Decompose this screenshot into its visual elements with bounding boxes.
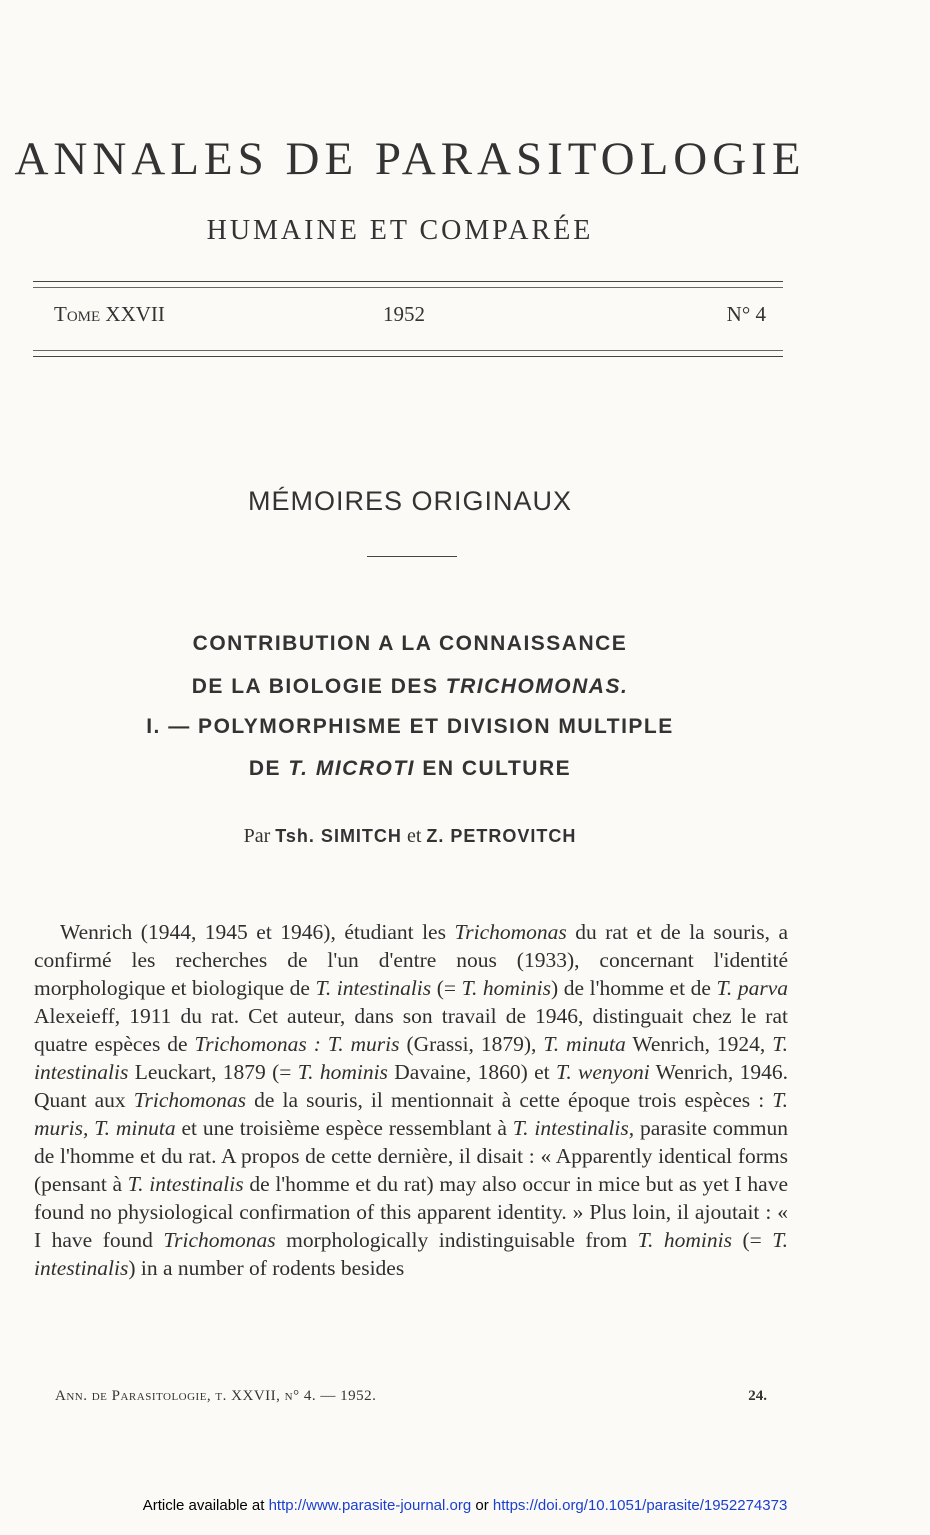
citation: Ann. de Parasitologie, t. XXVII, n° 4. — 1952. xyxy=(55,1388,377,1404)
divider xyxy=(33,287,783,288)
divider xyxy=(33,281,783,282)
year: 1952 xyxy=(383,302,425,326)
journal-title: ANNALES DE PARASITOLOGIE xyxy=(14,133,806,185)
section-title: MÉMOIRES ORIGINAUX xyxy=(247,486,573,516)
doi-link[interactable]: https://doi.org/10.1051/parasite/1952274373 xyxy=(492,1497,788,1514)
article-title-line: I. — POLYMORPHISME ET DIVISION MULTIPLE xyxy=(146,715,674,738)
journal-subtitle: HUMAINE ET COMPARÉE xyxy=(206,215,594,246)
article-title-line: DE LA BIOLOGIE DES TRICHOMONAS. xyxy=(191,675,629,698)
availability-note: Article available at http://www.parasite-journal.org or https://doi.org/10.1051/parasite/1952274373 xyxy=(142,1497,788,1514)
journal-link[interactable]: http://www.parasite-journal.org xyxy=(268,1497,472,1514)
author: Z. PETROVITCH xyxy=(426,826,577,846)
article-title-line: DE T. MICROTI EN CULTURE xyxy=(248,757,572,780)
short-divider xyxy=(367,556,457,557)
article-title-line: CONTRIBUTION A LA CONNAISSANCE xyxy=(192,632,628,655)
divider xyxy=(33,356,783,357)
author: Tsh. SIMITCH xyxy=(275,826,402,846)
issue-number: N° 4 xyxy=(726,302,766,326)
body-paragraph: Wenrich (1944, 1945 et 1946), étudiant les Trichomonas du rat et de la souris, a confirmé les recherches de l'un d'entre nous (1933), concernant l'identité morphologique et biologique de T. intestinalis (= T. hominis) de l'homme et de T. parva Alexeieff, 1911 du rat. Cet auteur, dans son travail de 1946, distinguait chez le rat quatre espèces de Trichomonas : T. muris (Grassi, 1879), T. minuta Wenrich, 1924, T. intestinalis Leuckart, 1879 (= T. hominis Davaine, 1860) et T. wenyoni Wenrich, 1946. Quant aux Trichomonas de la souris, il mentionnait à cette époque trois espèces : T. muris, T. minuta et une troisième espèce ressemblant à T. intestinalis, parasite commun de l'homme et du rat. A propos de cette dernière, il disait : « Apparently identical forms (pensant à T. intestinalis de l'homme et du rat) may also occur in mice but as yet I have found no physiological confirmation of this apparent identity. » Plus loin, il ajoutait : « I have found Trichomonas morphologically indistinguisable from T. hominis (= T. intestinalis) in a number of rodents besides xyxy=(34,920,789,1280)
page-number: 24. xyxy=(748,1388,767,1404)
byline: Par Tsh. SIMITCH et Z. PETROVITCH xyxy=(243,825,577,847)
divider xyxy=(33,350,783,351)
volume: Tome XXVII xyxy=(54,302,165,326)
